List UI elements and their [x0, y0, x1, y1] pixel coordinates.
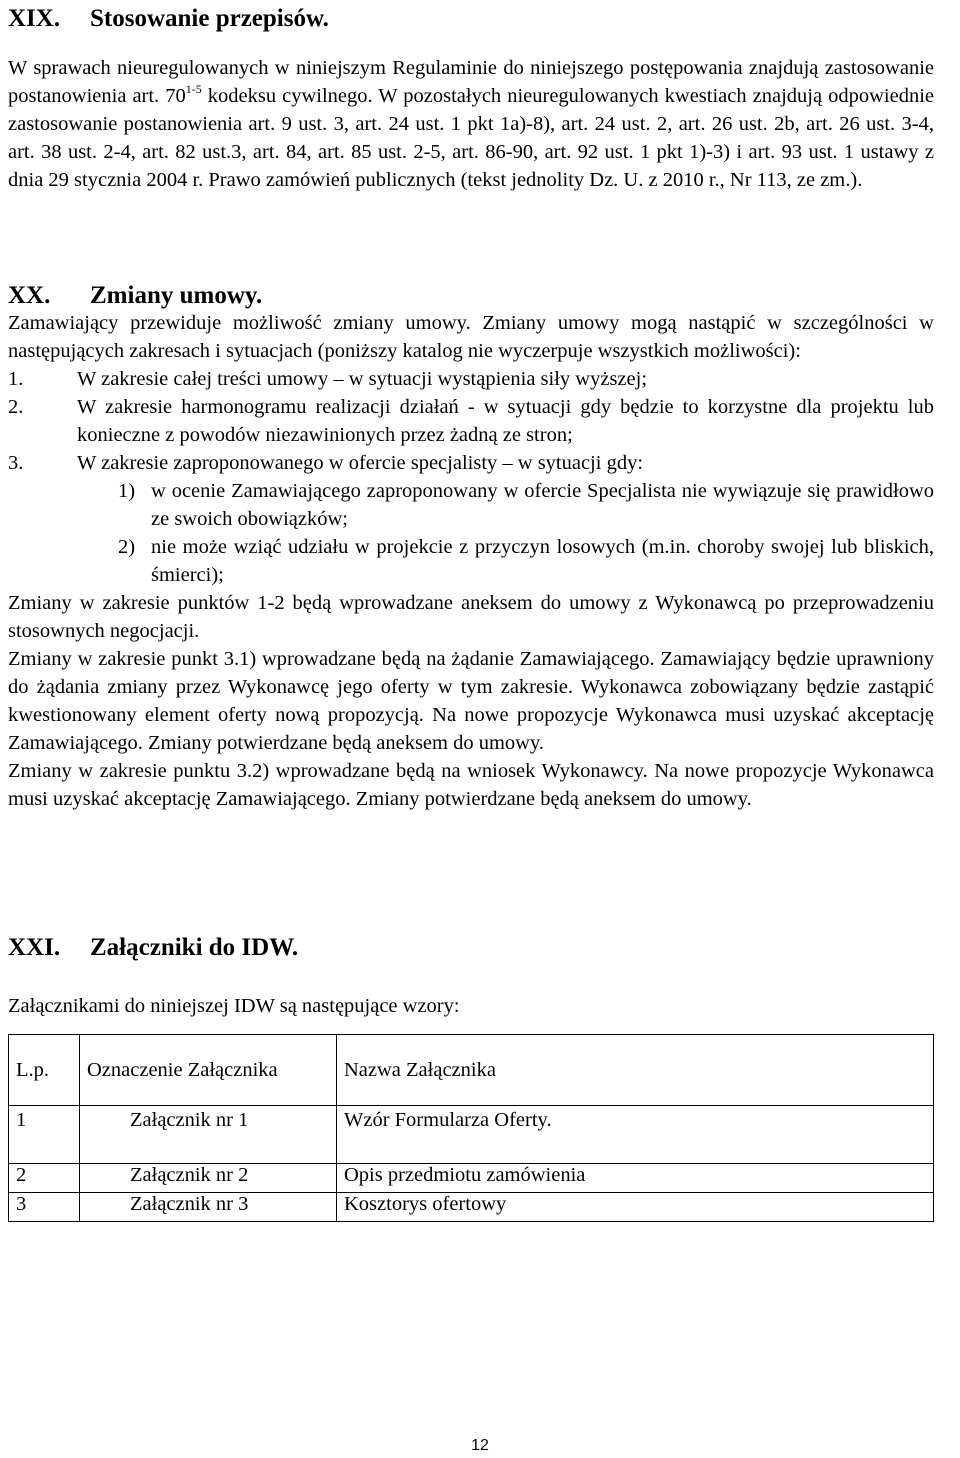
table-cell: Załącznik nr 3 [80, 1193, 337, 1222]
table-cell: Opis przedmiotu zamówienia [337, 1164, 934, 1193]
section-21-intro: Załącznikami do niniejszej IDW są następujące wzory: [8, 995, 460, 1017]
table-cell: 3 [9, 1193, 80, 1222]
table-cell: 2 [9, 1164, 80, 1193]
table-header-cell: L.p. [9, 1035, 80, 1106]
table-row [9, 1106, 934, 1164]
section-20-intro: Zamawiający przewiduje możliwość zmiany umowy. Zmiany umowy mogą nastąpić w szczególności w następujących zakresach i sytuacjach (poniższy katalog nie wyczerpuje wszystkich możliwości): [8, 312, 934, 362]
table-header-row [9, 1035, 934, 1106]
table-row [9, 1164, 934, 1193]
section-20-paragraph-2: Zmiany w zakresie punkt 3.1) wprowadzane będą na żądanie Zamawiającego. Zamawiający będzie uprawniony do żądania zmiany przez Wykonawcę jego oferty w tym zakresie. Wykonawca zobowiązany będzie zastąpić kwestionowany element oferty nową propozycją. Na nowe propozycje Wykonawca musi uzyskać akceptację Zamawiającego. Zmiany potwierdzane będą aneksem do umowy. [8, 648, 934, 754]
section-title: Zmiany umowy. [90, 282, 263, 309]
section-number: XIX. [8, 5, 61, 32]
section-title: Stosowanie przepisów. [90, 5, 329, 32]
table-cell: Kosztorys ofertowy [337, 1193, 934, 1222]
section-19-paragraph: W sprawach nieuregulowanych w niniejszym Regulaminie do niniejszego postępowania znajdują zastosowanie postanowienia art. 70$^{1-5}$ kodeksu cywilnego. W pozostałych nieuregulowanych kwestiach znajdują odpowiednie zastosowanie postanowienia art. 9 ust. 3, art. 24 ust. 1 pkt 1a)-8), art. 24 ust. 2, art. 26 ust. 2b, art. 26 ust. 3-4, art. 38 ust. 2-4, art. 82 ust.3, art. 84, art. 85 ust. 2-5, art. 86-90, art. 92 ust. 1 pkt 1)-3) i art. 93 ust. 1 ustawy z dnia 29 stycznia 2004 r. Prawo zamówień publicznych (tekst jednolity Dz. U. z 2010 r., Nr 113, ze zm.). [8, 57, 934, 191]
table-cell: 1 [9, 1106, 80, 1164]
section-19-heading [8, 4, 329, 34]
section-number: XX. [8, 282, 51, 309]
section-number: XXI. [8, 934, 61, 961]
section-21-heading [8, 933, 298, 963]
table-cell: Załącznik nr 2 [80, 1164, 337, 1193]
table-cell: Wzór Formularza Oferty. [337, 1106, 934, 1164]
section-20-paragraph-3: Zmiany w zakresie punktu 3.2) wprowadzane będą na wniosek Wykonawcy. Na nowe propozycje Wykonawca musi uzyskać akceptację Zamawiającego. Zmiany potwierdzane będą aneksem do umowy. [8, 760, 934, 810]
list-item: 2. W zakresie harmonogramu realizacji działań - w sytuacji gdy będzie to korzystne dla projektu lub konieczne z powodów niezawinionych przez żadną ze stron; [8, 396, 934, 446]
page-number: 12 [471, 1437, 489, 1454]
sub-list-item: 2) nie może wziąć udziału w projekcie z przyczyn losowych (m.in. choroby swojej lub bliskich, śmierci); [118, 536, 934, 586]
table-cell: Załącznik nr 1 [80, 1106, 337, 1164]
section-20-body [8, 309, 934, 813]
list-item: 3. W zakresie zaproponowanego w ofercie specjalisty – w sytuacji gdy: [8, 452, 644, 474]
section-20-paragraph-1: Zmiany w zakresie punktów 1-2 będą wprowadzane aneksem do umowy z Wykonawcą po przeprowadzeniu stosownych negocjacji. [8, 592, 934, 642]
list-item: 1. W zakresie całej treści umowy – w sytuacji wystąpienia siły wyższej; [8, 368, 648, 390]
table-header-cell: Nazwa Załącznika [337, 1035, 934, 1106]
attachments-table [8, 1034, 934, 1222]
section-20-heading [8, 281, 262, 311]
table-header-cell: Oznaczenie Załącznika [80, 1035, 337, 1106]
table-row [9, 1193, 934, 1222]
superscript: 1-5 [185, 82, 202, 96]
section-title: Załączniki do IDW. [90, 934, 299, 961]
sub-list-item: 1) w ocenie Zamawiającego zaproponowany w ofercie Specjalista nie wywiązuje się prawidłowo ze swoich obowiązków; [118, 480, 934, 530]
